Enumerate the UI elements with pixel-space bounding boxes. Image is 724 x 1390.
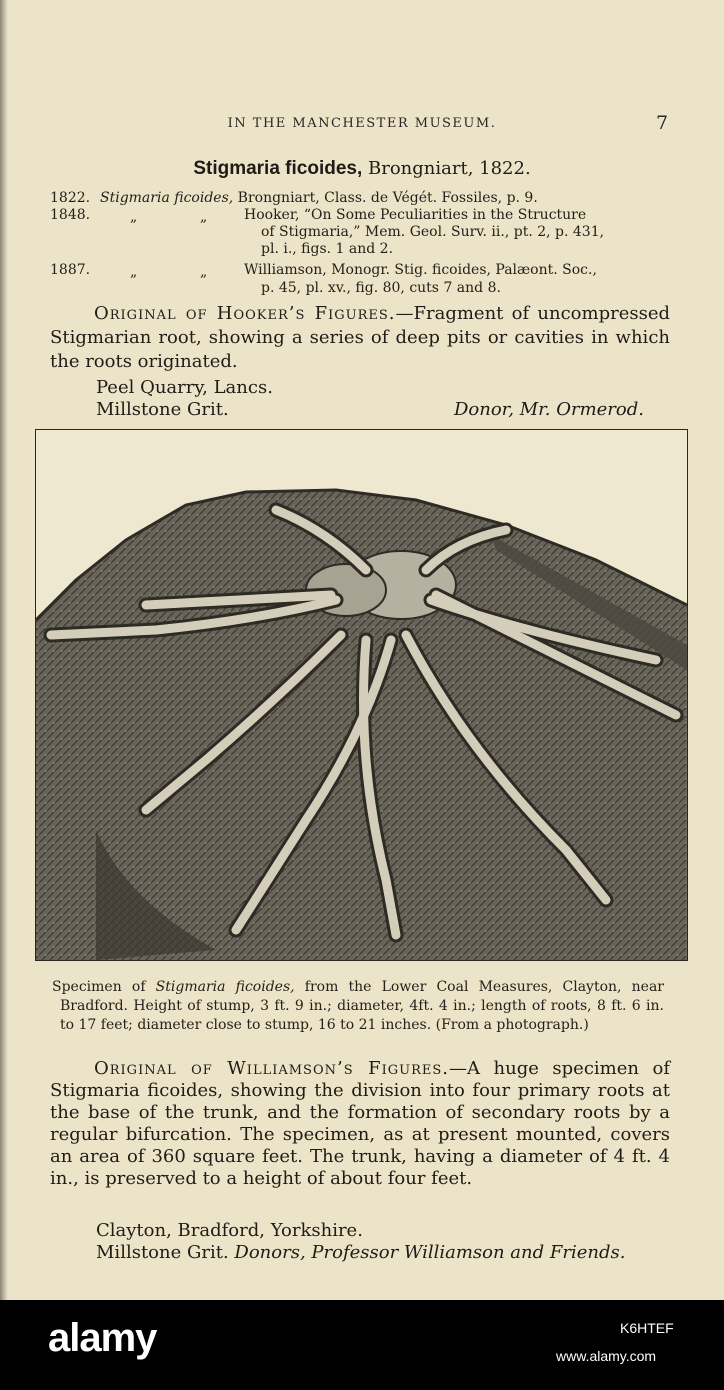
alamy-logo: alamy (48, 1316, 157, 1360)
reference-1848-line-2: of Stigmaria,” Mem. Geol. Surv. ii., pt. 2, p. 431, (261, 224, 605, 240)
hooker-formation: Millstone Grit. (96, 399, 229, 420)
entry-title (0, 158, 724, 180)
stigmaria-engraving (36, 430, 687, 960)
site-url: www.alamy.com (556, 1348, 657, 1364)
reference-1887-line-1: Williamson, Monogr. Stig. ficoides, Palæont. Soc., (244, 262, 597, 278)
reference-1887-line-2: p. 45, pl. xv., fig. 80, cuts 7 and 8. (261, 280, 501, 296)
williamson-locality: Clayton, Bradford, Yorkshire. (96, 1220, 363, 1241)
reference-1848-line-3: pl. i., figs. 1 and 2. (261, 241, 394, 257)
caption-taxon: Stigmaria ficoides, (155, 979, 295, 995)
caption-pre: Specimen of (52, 979, 156, 995)
williamson-formation: Millstone Grit. (96, 1242, 229, 1263)
ref-year-1848: 1848. (50, 207, 91, 223)
ditto-mark: „ (200, 209, 208, 225)
ditto-mark: „ (130, 264, 138, 280)
williamson-text: —A huge specimen of Stigmaria ficoides, showing the division into four primary roots at the base of the trunk, and the formation of secondary roots by a regular bifurcation. The specimen, as at present mounted, covers an area of 360 square feet. The trunk, having a diameter of 4 ft. 4 in., is preserved to a height of about four feet. (50, 1058, 670, 1189)
hooker-heading: Original of Hooker’s Figures. (94, 303, 396, 324)
williamson-paragraph (50, 1058, 670, 1190)
hooker-paragraph (50, 302, 670, 374)
ref-year-1887: 1887. (50, 262, 91, 278)
reference-1848-line-1: Hooker, “On Some Peculiarities in the Structure (244, 207, 587, 223)
hooker-text: —Fragment of uncompressed Stigmarian root, showing a series of deep pits or cavities in which the roots originated. (50, 303, 670, 372)
ditto-mark: „ (200, 264, 208, 280)
ditto-mark: „ (130, 209, 138, 225)
page-gutter (0, 0, 8, 1300)
williamson-donors: Donors, Professor Williamson and Friends. (234, 1242, 626, 1263)
figure-caption (52, 978, 664, 1035)
page-number: 7 (656, 112, 669, 134)
hooker-locality: Peel Quarry, Lancs. (96, 377, 273, 398)
ref-year-1822: 1822. (50, 190, 91, 206)
hooker-donor: Donor, Mr. Ormerod. (453, 399, 644, 420)
williamson-heading: Original of Williamson’s Figures. (94, 1058, 450, 1079)
taxon-author: Brongniart, 1822. (362, 158, 531, 179)
taxon-name: Stigmaria ficoides, (193, 158, 363, 179)
reference-text: Brongniart, Class. de Végét. Fossiles, p. 9. (233, 190, 538, 206)
reference-1822 (100, 190, 538, 207)
specimen-figure (35, 429, 688, 961)
reference-taxon: Stigmaria ficoides, (100, 190, 234, 206)
caption-text: from the Lower Coal Measures, Clayton, near Bradford. Height of stump, 3 ft. 9 in.; diameter, 4ft. 4 in.; length of roots, 8 ft. 6 in. to 17 feet; diameter close to stump, 16 to 21 inches. (From a photograph.) (60, 979, 664, 1033)
running-head: IN THE MANCHESTER MUSEUM. (227, 116, 497, 131)
williamson-formation-line (96, 1242, 625, 1263)
image-id: K6HTEF (620, 1320, 674, 1336)
